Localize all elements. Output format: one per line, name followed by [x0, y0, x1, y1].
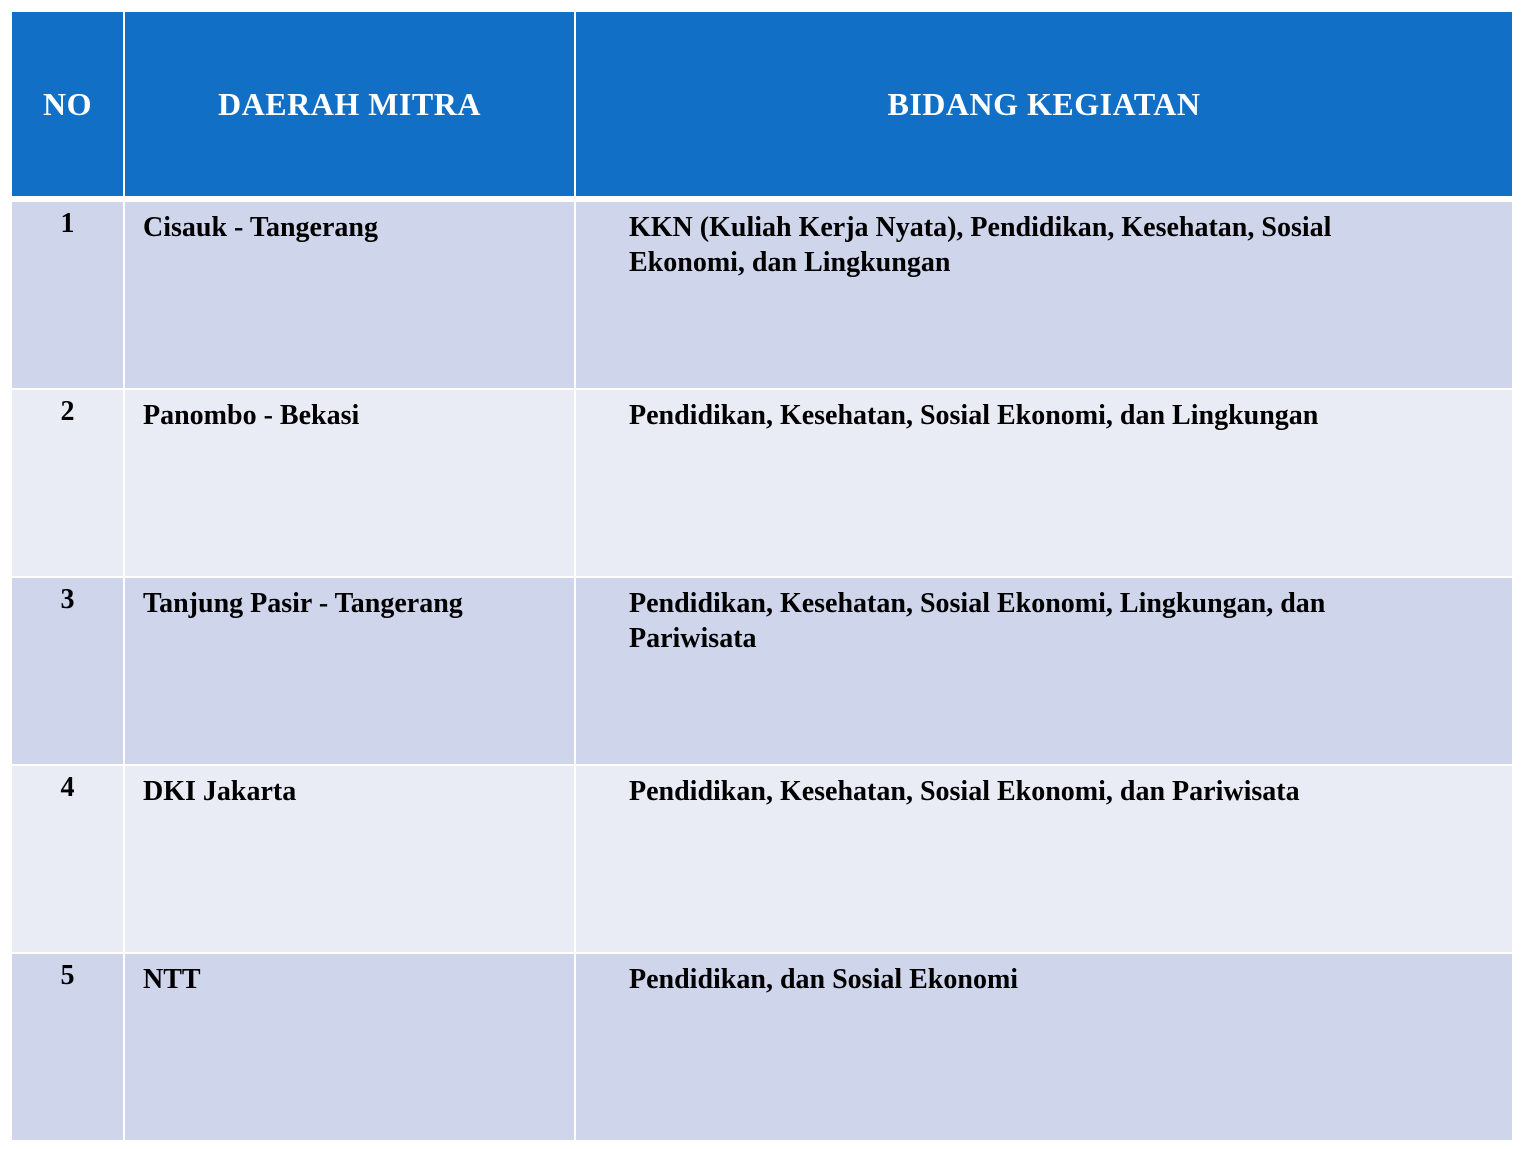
cell-bidang	[575, 389, 1512, 577]
table-header-row	[12, 12, 1512, 199]
header-no: NO	[12, 12, 124, 199]
activity-fields: KKN (Kuliah Kerja Nyata), Pendidikan, Kesehatan, Sosial Ekonomi, dan Lingkungan	[629, 212, 1332, 278]
cell-bidang	[575, 199, 1512, 389]
activity-fields: Pendidikan, Kesehatan, Sosial Ekonomi, dan Lingkungan	[629, 400, 1319, 431]
cell-daerah	[124, 953, 575, 1141]
cell-no	[12, 577, 124, 765]
cell-no	[12, 953, 124, 1141]
table-row	[12, 953, 1512, 1141]
cell-daerah	[124, 199, 575, 389]
cell-daerah	[124, 389, 575, 577]
table-row	[12, 389, 1512, 577]
activity-fields: Pendidikan, Kesehatan, Sosial Ekonomi, dan Pariwisata	[629, 776, 1300, 807]
partner-table	[12, 12, 1512, 1142]
table-row	[12, 577, 1512, 765]
activity-fields: Pendidikan, dan Sosial Ekonomi	[629, 964, 1019, 995]
region-name: Cisauk - Tangerang	[143, 212, 378, 243]
cell-daerah	[124, 577, 575, 765]
cell-daerah	[124, 765, 575, 953]
region-name: NTT	[143, 964, 201, 995]
region-name: Panombo - Bekasi	[143, 400, 360, 431]
activity-fields: Pendidikan, Kesehatan, Sosial Ekonomi, Lingkungan, dan Pariwisata	[629, 588, 1326, 654]
cell-bidang	[575, 953, 1512, 1141]
cell-bidang	[575, 577, 1512, 765]
row-number: 1	[60, 208, 75, 239]
row-number: 5	[60, 960, 75, 991]
header-bidang-kegiatan: BIDANG KEGIATAN	[575, 12, 1512, 199]
row-number: 2	[60, 396, 75, 427]
cell-no	[12, 389, 124, 577]
cell-no	[12, 765, 124, 953]
table-row	[12, 199, 1512, 389]
region-name: Tanjung Pasir - Tangerang	[143, 588, 463, 619]
table-row	[12, 765, 1512, 953]
cell-no	[12, 199, 124, 389]
row-number: 3	[60, 584, 75, 615]
region-name: DKI Jakarta	[143, 776, 297, 807]
header-daerah-mitra: DAERAH MITRA	[124, 12, 575, 199]
row-number: 4	[60, 772, 75, 803]
cell-bidang	[575, 765, 1512, 953]
